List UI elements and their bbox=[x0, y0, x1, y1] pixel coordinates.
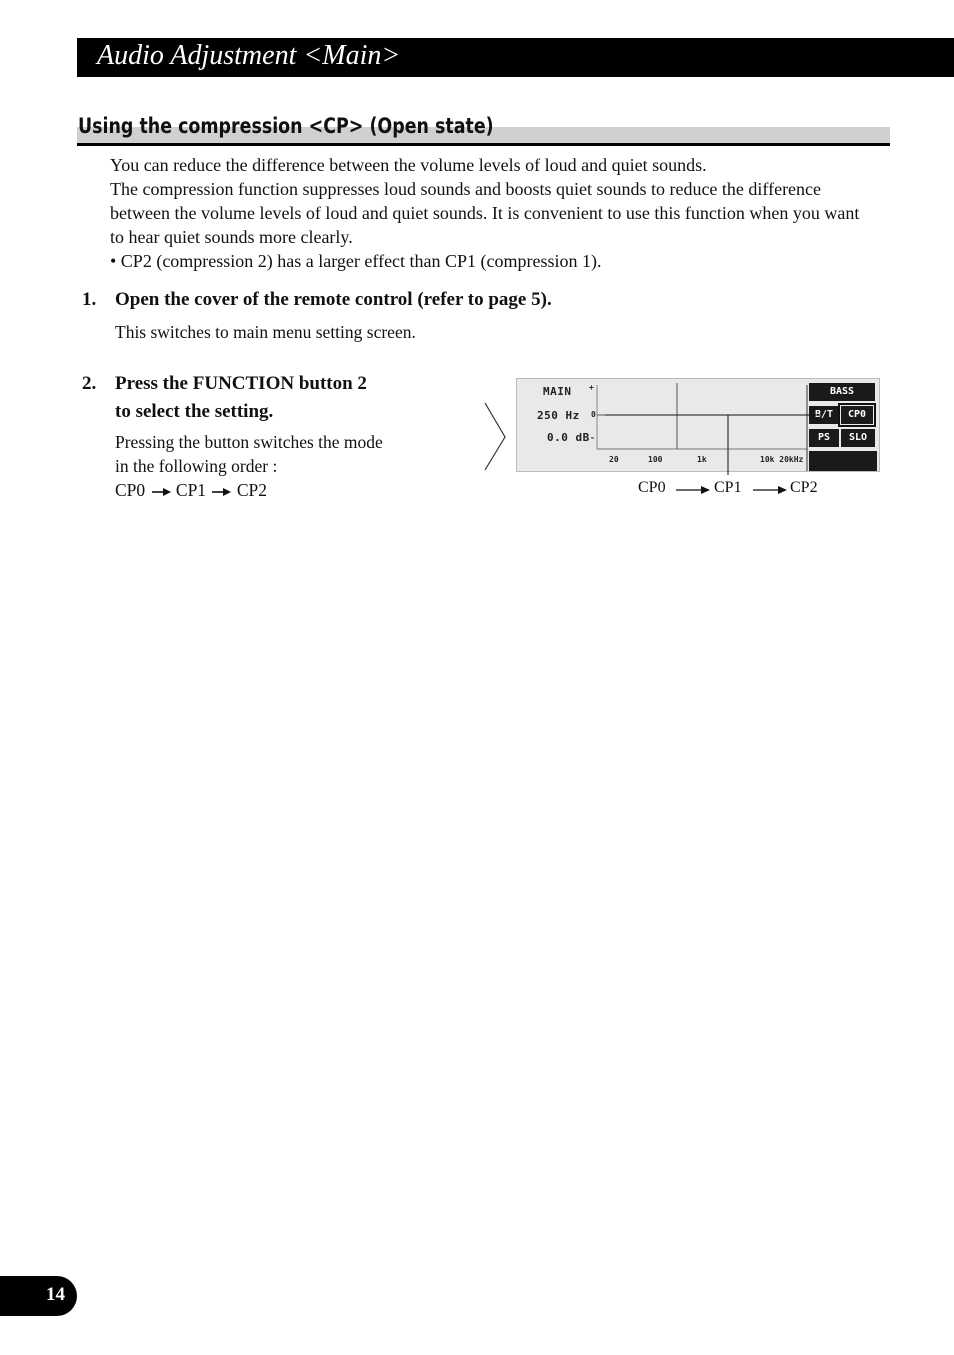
step-2-title-line-2: to select the setting. bbox=[115, 401, 274, 422]
section-heading: Using the compression <CP> (Open state) bbox=[78, 114, 494, 138]
scale-plus: + bbox=[589, 383, 594, 392]
freq-tick: 10k 20kHz bbox=[760, 455, 804, 464]
intro-line-1: You can reduce the difference between the volume levels of loud and quiet sounds. bbox=[110, 155, 707, 175]
callout-cp2: CP2 bbox=[790, 479, 818, 496]
order-cp1: CP1 bbox=[175, 480, 207, 500]
order-cp0: CP0 bbox=[115, 480, 146, 500]
mode-order bbox=[115, 478, 455, 502]
callout-cp0: CP0 bbox=[638, 479, 666, 496]
intro-bullet: • CP2 (compression 2) has a larger effect than CP1 (compression 1). bbox=[110, 251, 602, 271]
arrow-right-icon bbox=[210, 487, 232, 497]
ps-button: PS bbox=[809, 429, 839, 447]
freq-tick: 20 bbox=[609, 455, 619, 464]
step-1-title: Open the cover of the remote control (refer to page 5). bbox=[115, 289, 552, 310]
arrow-right-icon bbox=[675, 485, 711, 495]
step-2-number: 2. bbox=[82, 373, 97, 394]
page-title: Audio Adjustment <Main> bbox=[97, 40, 401, 71]
scale-minus: - bbox=[590, 433, 595, 442]
intro-text bbox=[110, 153, 870, 273]
page-number: 14 bbox=[46, 1284, 65, 1305]
scale-zero: 0 bbox=[591, 410, 596, 419]
step-2-description bbox=[115, 430, 455, 502]
bt-button: B/T bbox=[809, 406, 839, 424]
intro-line-2: The compression function suppresses loud sounds and boosts quiet sounds to reduce the difference between the volume levels of loud and quiet sounds. It is convenient to use this function when you want to hear quiet sounds more clearly. bbox=[110, 179, 860, 247]
screen-frequency: 250 Hz bbox=[537, 409, 580, 422]
arrow-right-icon bbox=[752, 485, 788, 495]
step-2-desc-line-2: in the following order : bbox=[115, 456, 278, 476]
cp-button: CP0 bbox=[841, 406, 873, 424]
step-1-description: This switches to main menu setting screen. bbox=[115, 322, 416, 342]
step-2-desc-line-1: Pressing the button switches the mode bbox=[115, 432, 383, 452]
step-1-number: 1. bbox=[82, 289, 97, 310]
arrow-right-icon bbox=[150, 487, 172, 497]
page-number-tab bbox=[0, 1276, 77, 1316]
screen-mode-label: MAIN bbox=[543, 385, 572, 398]
step-2-title-line-1: Press the FUNCTION button 2 bbox=[115, 373, 367, 394]
callout-cp1: CP1 bbox=[714, 479, 742, 496]
section-heading-rule bbox=[77, 143, 890, 146]
header-bar bbox=[77, 38, 954, 77]
chevron-right-icon bbox=[483, 402, 507, 472]
freq-tick: 1k bbox=[697, 455, 707, 464]
slo-button: SLO bbox=[841, 429, 875, 447]
screen-level: 0.0 dB bbox=[547, 431, 590, 444]
order-cp2: CP2 bbox=[236, 480, 267, 500]
bass-button: BASS bbox=[809, 383, 875, 401]
freq-tick: 100 bbox=[648, 455, 663, 464]
